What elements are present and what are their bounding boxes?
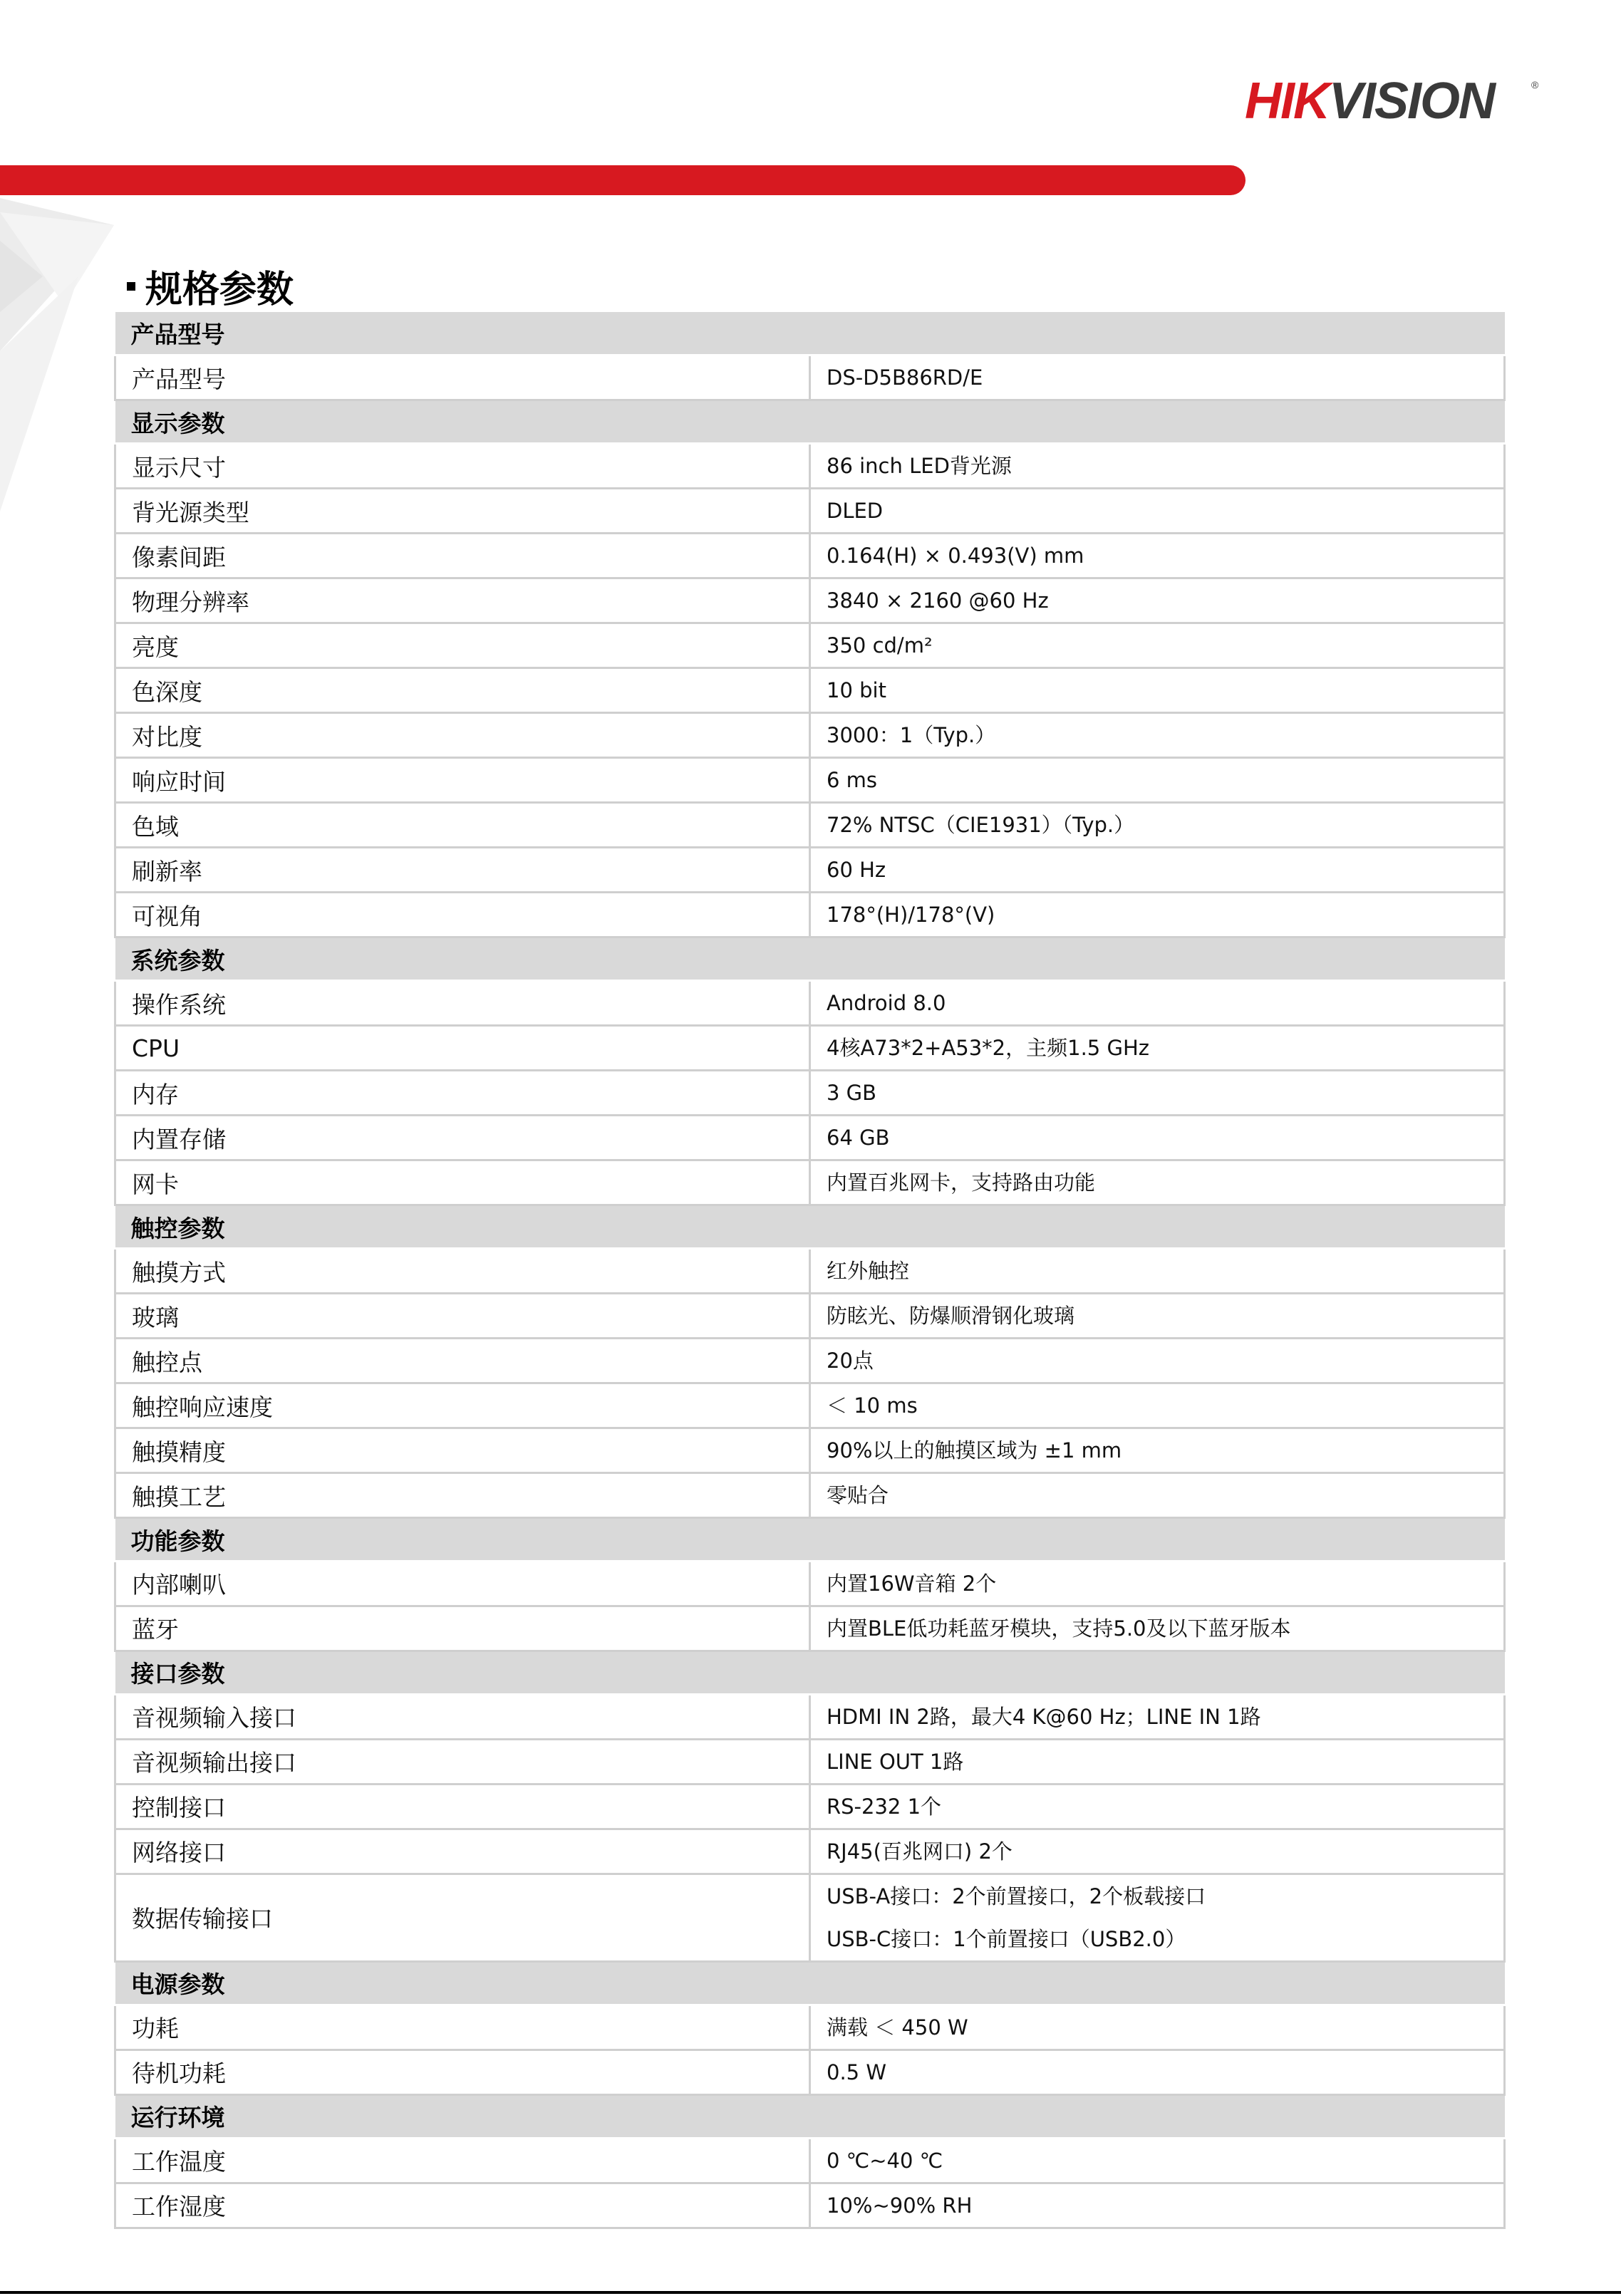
- spec-row: [115, 2138, 1505, 2183]
- spec-value: [810, 2183, 1505, 2228]
- spec-row: [115, 1428, 1505, 1473]
- spec-row: [115, 981, 1505, 1026]
- spec-value: [810, 1339, 1505, 1383]
- spec-value-line: USB-C接口：1个前置接口（USB2.0）: [827, 1926, 1186, 1951]
- spec-label: 网卡: [115, 1160, 810, 1205]
- spec-value: [810, 848, 1505, 893]
- spec-label: 亮度: [115, 623, 810, 668]
- spec-label: 背光源类型: [115, 489, 810, 534]
- spec-value: [810, 1160, 1505, 1205]
- spec-value-line: 86 inch LED背光源: [827, 454, 1012, 479]
- spec-row: [115, 2183, 1505, 2228]
- spec-label: 工作湿度: [115, 2183, 810, 2228]
- spec-label: 产品型号: [115, 355, 810, 400]
- spec-group-title: 产品型号: [115, 312, 1505, 355]
- spec-value-line: 64 GB: [827, 1126, 890, 1150]
- spec-value-line: USB-A接口：2个前置接口，2个板载接口: [827, 1884, 1206, 1908]
- section-title-text: 规格参数: [145, 269, 294, 311]
- spec-row: [115, 1294, 1505, 1339]
- spec-label: 蓝牙: [115, 1606, 810, 1651]
- spec-group-title: 功能参数: [115, 1518, 1505, 1562]
- spec-label: 内部喇叭: [115, 1561, 810, 1606]
- spec-label: 色域: [115, 803, 810, 848]
- spec-value-line: 6 ms: [827, 768, 878, 793]
- spec-row: [115, 1249, 1505, 1294]
- spec-row: [115, 444, 1505, 489]
- spec-value: [810, 1249, 1505, 1294]
- spec-value-line: 防眩光、防爆顺滑钢化玻璃: [827, 1304, 1075, 1329]
- spec-label: 响应时间: [115, 758, 810, 803]
- spec-value: [810, 1473, 1505, 1518]
- spec-value-line: 0.164(H) × 0.493(V) mm: [827, 544, 1084, 568]
- spec-label: 色深度: [115, 668, 810, 713]
- spec-label: 内置存储: [115, 1116, 810, 1160]
- spec-group-header: [115, 2094, 1505, 2138]
- spec-row: [115, 668, 1505, 713]
- spec-value: [810, 713, 1505, 758]
- spec-group-title: 电源参数: [115, 1961, 1505, 2005]
- spec-group-title: 显示参数: [115, 400, 1505, 444]
- spec-value: [810, 355, 1505, 400]
- spec-value: [810, 2050, 1505, 2094]
- spec-value-line: 3000：1（Typ.）: [827, 723, 996, 748]
- spec-row: [115, 1339, 1505, 1383]
- spec-value-line: 红外触控: [827, 1259, 910, 1284]
- spec-group-header: [115, 1518, 1505, 1562]
- spec-value-line: DLED: [827, 499, 884, 524]
- spec-value: [810, 981, 1505, 1026]
- spec-label: 数据传输接口: [115, 1874, 810, 1961]
- spec-row: [115, 1606, 1505, 1651]
- spec-value-line: HDMI IN 2路，最大4 K@60 Hz；LINE IN 1路: [827, 1704, 1261, 1729]
- spec-label: CPU: [115, 1026, 810, 1071]
- spec-value: [810, 758, 1505, 803]
- spec-row: [115, 1160, 1505, 1205]
- spec-label: 触摸方式: [115, 1249, 810, 1294]
- spec-value: [810, 1606, 1505, 1651]
- spec-value-line: 3 GB: [827, 1081, 877, 1106]
- spec-value-line: 零贴合: [827, 1483, 889, 1508]
- spec-label: 控制接口: [115, 1784, 810, 1829]
- spec-label: 物理分辨率: [115, 578, 810, 623]
- spec-row: [115, 2050, 1505, 2094]
- spec-row: [115, 713, 1505, 758]
- spec-label: 可视角: [115, 893, 810, 937]
- spec-value-line: 10%~90% RH: [827, 2193, 973, 2218]
- spec-row: [115, 1784, 1505, 1829]
- spec-row: [115, 355, 1505, 400]
- spec-value: [810, 668, 1505, 713]
- spec-value: [810, 2138, 1505, 2183]
- bullet-icon: [127, 282, 135, 291]
- svg-text:HIKVISION: HIKVISION: [1245, 73, 1495, 128]
- spec-row: [115, 1829, 1505, 1874]
- spec-value: [810, 1428, 1505, 1473]
- spec-value-line: 20点: [827, 1349, 874, 1373]
- spec-value: [810, 578, 1505, 623]
- spec-row: [115, 489, 1505, 534]
- spec-value-line: 350 cd/m²: [827, 633, 933, 658]
- spec-value-line: 3840 × 2160 @60 Hz: [827, 588, 1049, 613]
- spec-group-header: [115, 1961, 1505, 2005]
- spec-group-title: 系统参数: [115, 937, 1505, 981]
- spec-value: [810, 1561, 1505, 1606]
- hikvision-logo: [1243, 71, 1543, 128]
- spec-group-title: 触控参数: [115, 1205, 1505, 1249]
- spec-label: 刷新率: [115, 848, 810, 893]
- spec-label: 触摸精度: [115, 1428, 810, 1473]
- spec-value: [810, 1116, 1505, 1160]
- spec-label: 显示尺寸: [115, 444, 810, 489]
- spec-table: [114, 312, 1506, 2229]
- spec-value: [810, 1071, 1505, 1116]
- spec-row: [115, 1116, 1505, 1160]
- spec-row: [115, 848, 1505, 893]
- spec-value: [810, 623, 1505, 668]
- spec-value-line: 内置BLE低功耗蓝牙模块，支持5.0及以下蓝牙版本: [827, 1616, 1291, 1641]
- section-title: [127, 259, 294, 313]
- svg-text:®: ®: [1531, 79, 1539, 90]
- spec-value: [810, 534, 1505, 578]
- spec-group-header: [115, 937, 1505, 981]
- spec-value: [810, 1784, 1505, 1829]
- spec-value: [810, 1383, 1505, 1428]
- spec-label: 触控响应速度: [115, 1383, 810, 1428]
- spec-label: 网络接口: [115, 1829, 810, 1874]
- spec-value-line: 0 ℃~40 ℃: [827, 2148, 943, 2173]
- spec-value-line: 内置16W音箱 2个: [827, 1571, 997, 1596]
- spec-value-line: RS-232 1个: [827, 1794, 942, 1819]
- spec-value-line: 0.5 W: [827, 2059, 887, 2084]
- spec-group-header: [115, 1651, 1505, 1694]
- spec-value: [810, 803, 1505, 848]
- spec-label: 待机功耗: [115, 2050, 810, 2094]
- decorative-triangles: [0, 198, 121, 526]
- spec-row: [115, 534, 1505, 578]
- spec-value-line: 60 Hz: [827, 858, 886, 883]
- spec-value-line: ＜ 10 ms: [827, 1393, 918, 1418]
- spec-row: [115, 758, 1505, 803]
- spec-value: [810, 1829, 1505, 1874]
- spec-label: 音视频输入接口: [115, 1694, 810, 1739]
- spec-row: [115, 1561, 1505, 1606]
- spec-row: [115, 1026, 1505, 1071]
- spec-value-line: RJ45(百兆网口) 2个: [827, 1839, 1013, 1864]
- spec-label: 内存: [115, 1071, 810, 1116]
- spec-value: [810, 444, 1505, 489]
- spec-label: 玻璃: [115, 1294, 810, 1339]
- spec-label: 工作温度: [115, 2138, 810, 2183]
- spec-label: 操作系统: [115, 981, 810, 1026]
- spec-row: [115, 1473, 1505, 1518]
- spec-label: 触控点: [115, 1339, 810, 1383]
- spec-row: [115, 893, 1505, 937]
- spec-value: [810, 1694, 1505, 1739]
- spec-value-line: 90%以上的触摸区域为 ±1 mm: [827, 1438, 1122, 1463]
- spec-value: [810, 2005, 1505, 2050]
- spec-value-line: 4核A73*2+A53*2，主频1.5 GHz: [827, 1036, 1149, 1061]
- spec-value: [810, 1739, 1505, 1784]
- spec-label: 像素间距: [115, 534, 810, 578]
- spec-group-header: [115, 1205, 1505, 1249]
- spec-value-line: 内置百兆网卡，支持路由功能: [827, 1170, 1096, 1195]
- spec-row: [115, 1383, 1505, 1428]
- spec-group-title: 运行环境: [115, 2094, 1505, 2138]
- spec-row: [115, 1694, 1505, 1739]
- footer-rule: [0, 2291, 1621, 2294]
- spec-value-line: 178°(H)/178°(V): [827, 903, 995, 928]
- header-red-bar: [0, 165, 1245, 195]
- spec-label: 音视频输出接口: [115, 1739, 810, 1784]
- spec-value-line: DS-D5B86RD/E: [827, 365, 983, 390]
- spec-value-line: 72% NTSC（CIE1931）（Typ.）: [827, 813, 1135, 838]
- spec-value: [810, 1294, 1505, 1339]
- spec-group-header: [115, 400, 1505, 444]
- spec-label: 对比度: [115, 713, 810, 758]
- spec-value: [810, 489, 1505, 534]
- spec-row: [115, 2005, 1505, 2050]
- spec-label: 功耗: [115, 2005, 810, 2050]
- spec-value: [810, 893, 1505, 937]
- spec-row: [115, 623, 1505, 668]
- spec-value: [810, 1026, 1505, 1071]
- spec-row: [115, 803, 1505, 848]
- spec-value-line: 10 bit: [827, 678, 886, 703]
- spec-row: [115, 1739, 1505, 1784]
- spec-group-header: [115, 312, 1505, 355]
- spec-group-title: 接口参数: [115, 1651, 1505, 1694]
- spec-row: [115, 578, 1505, 623]
- spec-row: [115, 1874, 1505, 1961]
- spec-row: [115, 1071, 1505, 1116]
- spec-value-line: LINE OUT 1路: [827, 1749, 964, 1774]
- spec-value-line: 满载 ＜ 450 W: [827, 2015, 968, 2040]
- spec-label: 触摸工艺: [115, 1473, 810, 1518]
- spec-value-line: Android 8.0: [827, 991, 946, 1016]
- spec-value: [810, 1874, 1505, 1961]
